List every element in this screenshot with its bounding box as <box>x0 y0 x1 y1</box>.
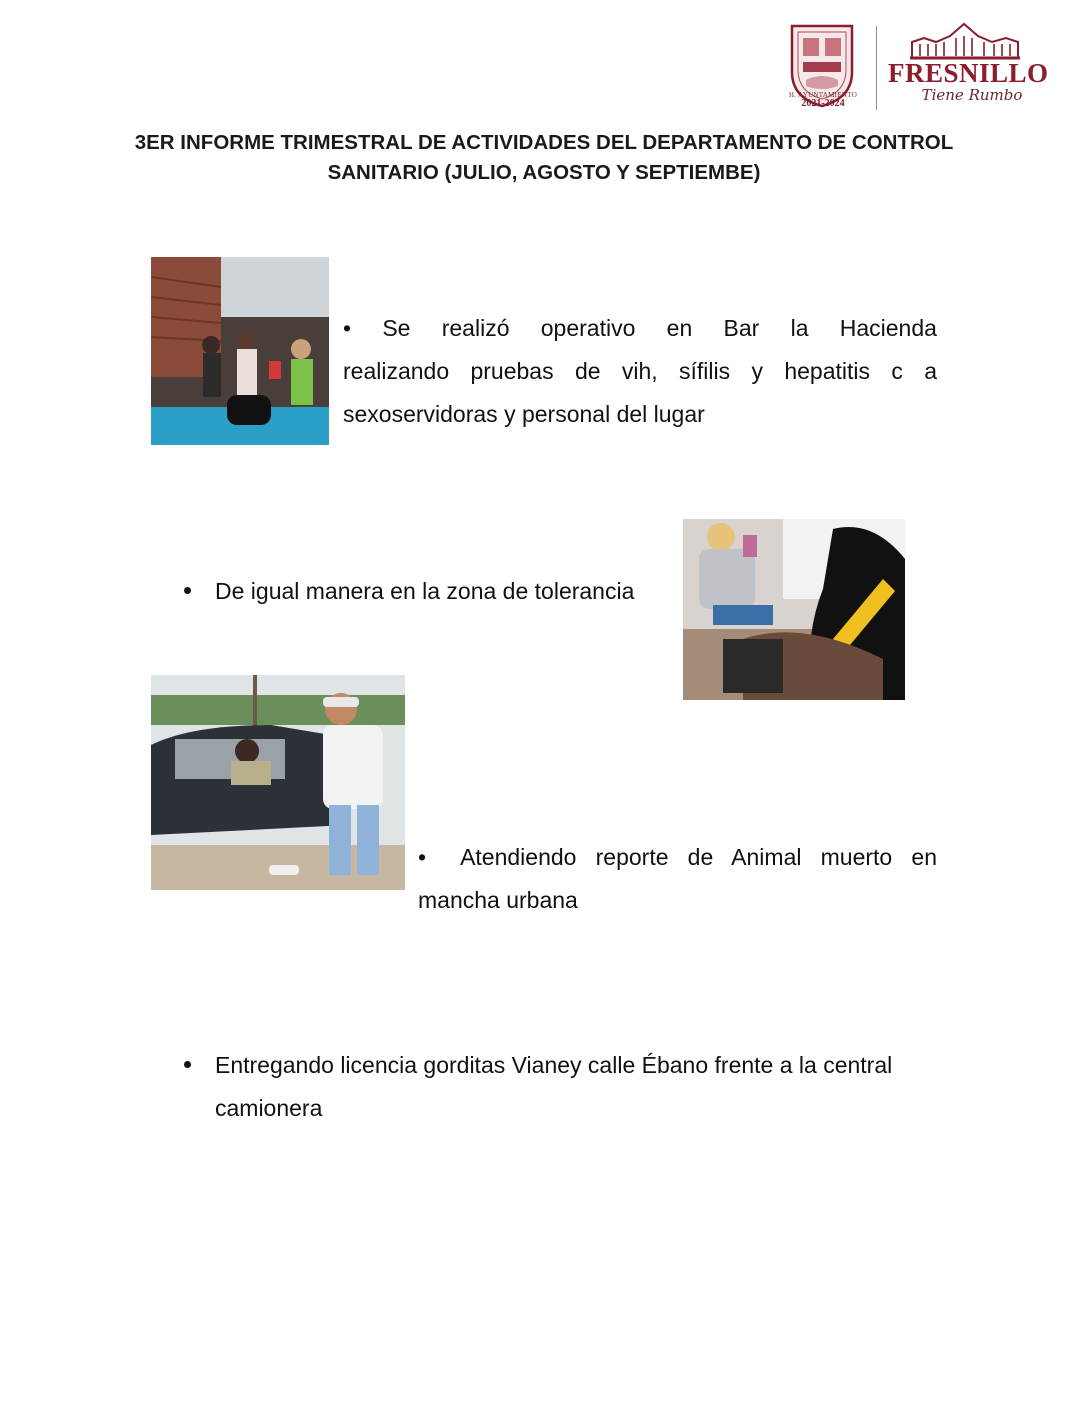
brand-name: FRESNILLO <box>888 58 1049 88</box>
bullet-marker: • <box>418 844 427 870</box>
seal-caption-line1: H. AYUNTAMIENTO <box>788 91 858 99</box>
bullet-marker <box>184 570 215 613</box>
item-zona-tolerancia <box>184 570 674 613</box>
item2-text: De igual manera en la zona de tolerancia <box>215 578 635 604</box>
item3-line1-text: Atendiendo reporte de Animal muerto en <box>460 844 937 870</box>
item-licencia-gorditas <box>184 1044 938 1130</box>
item-animal-muerto <box>418 836 937 922</box>
seal-caption <box>778 92 868 110</box>
item3-line2: mancha urbana <box>418 887 578 913</box>
word: realizó <box>441 315 510 341</box>
header-divider <box>876 26 877 110</box>
bullet-marker: • <box>343 315 352 341</box>
item1-line2: realizando pruebas de vih, sífilis y hepatitis c a <box>343 358 937 384</box>
brand-slogan: Tiene Rumbo <box>921 86 1023 104</box>
seal-caption-line2: 2021-2024 <box>801 98 845 110</box>
document-title: 3ER INFORME TRIMESTRAL DE ACTIVIDADES DEL DEPARTAMENTO DE CONTROL SANITARIO (JULIO, AGOSTO Y SEPTIEMBE) <box>134 131 954 184</box>
word: Hacienda <box>839 315 937 341</box>
item1-line3: sexoservidoras y personal del lugar <box>343 401 705 427</box>
item3-line1 <box>418 836 937 879</box>
word: la <box>790 315 809 341</box>
word: operativo <box>540 315 636 341</box>
photo-animal-muerto <box>151 675 405 890</box>
photo-bar-operativo <box>151 257 329 445</box>
word: en <box>666 315 693 341</box>
photo-zona-tolerancia <box>683 519 905 700</box>
bullet-marker <box>184 1044 215 1130</box>
word: Bar <box>723 315 760 341</box>
word: Se <box>382 315 411 341</box>
item4-text: Entregando licencia gorditas Vianey calle Ébano frente a la central camionera <box>215 1052 893 1121</box>
item1-line1 <box>343 307 937 350</box>
item-bar-hacienda <box>343 307 937 436</box>
